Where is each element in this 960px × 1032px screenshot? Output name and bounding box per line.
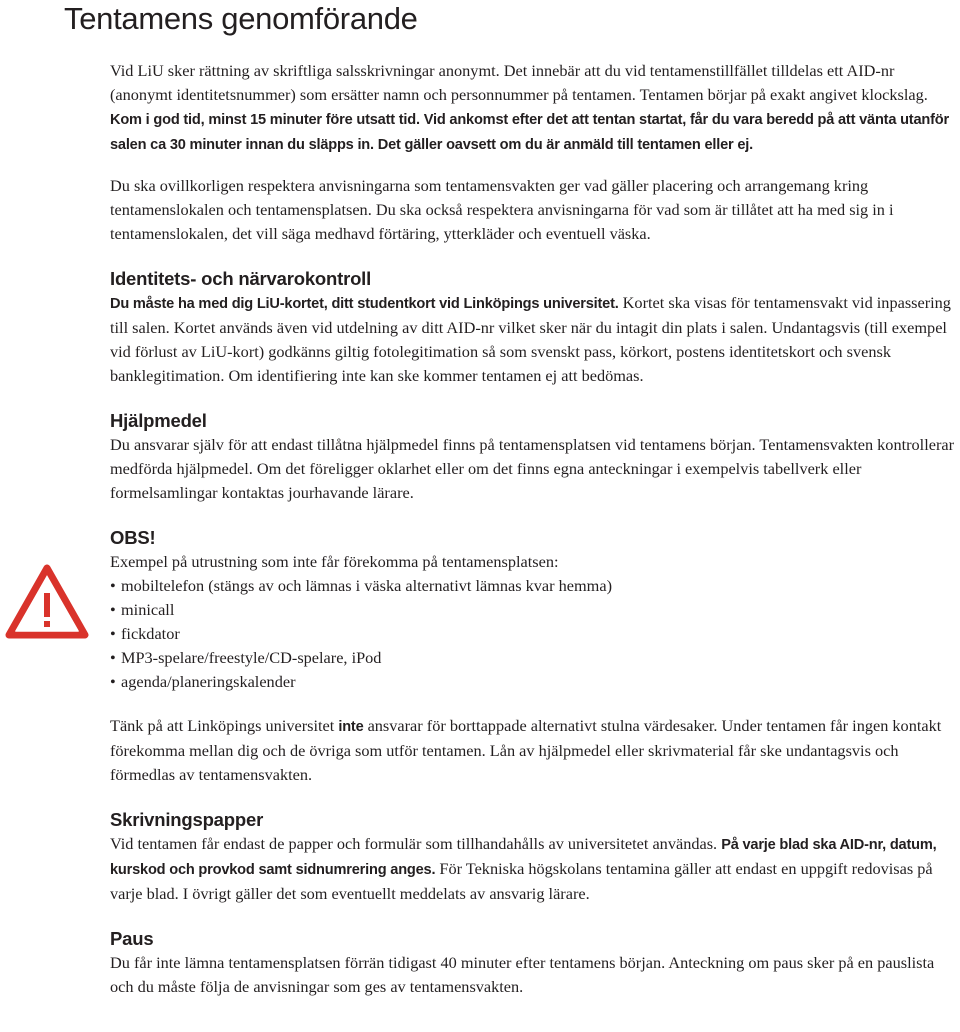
bullet-glyph: • <box>110 648 116 667</box>
aids-heading: Hjälpmedel <box>110 410 207 431</box>
list-item: • agenda/planeringskalender <box>110 670 960 694</box>
obs-note: Tänk på att Linköpings universitet inte ansvarar för borttappade alternativt stulna värdesaker. Under tentamen får ingen kontakt förekomma mellan dig och de övriga som utför tentamen. Lån av hjälpmedel eller skrivmaterial får ske undantagsvis och förmedlas av tentamensvakten. <box>110 716 942 784</box>
list-item: • mobiltelefon (stängs av och lämnas i väska alternativt lämnas kvar hemma) <box>110 574 960 598</box>
intro-paragraph-1 <box>110 59 960 157</box>
pause-section <box>110 927 960 999</box>
pause-heading: Paus <box>110 928 154 949</box>
intro-paragraph-2: Du ska ovillkorligen respektera anvisningarna som tentamensvakten ger vad gäller placering och arrangemang kring tentamenslokalen och tentamensplatsen. Du ska också respektera anvisningarna för vad som är tillåtet att ha med sig in i tentamenslokalen, det vill säga medhavd förtäring, ytterkläder och eventuell väska. <box>110 176 894 243</box>
warning-triangle-icon <box>5 564 89 640</box>
aids-section <box>110 409 960 505</box>
paper-bold-text: På varje blad ska AID-nr, datum, kurskod och provkod samt sidnumrering anges. <box>110 837 937 878</box>
obs-heading: OBS! <box>110 527 156 548</box>
identity-paragraph <box>110 291 960 388</box>
bullet-glyph: • <box>110 672 116 691</box>
intro-bold-text: Kom i god tid, minst 15 minuter före utsatt tid. Vid ankomst efter det att tentan startat, får du vara beredd på att vänta utanför salen ca 30 minuter innan du släpps in. Det gäller oavsett om du är anmäld till tentamen eller ej. <box>110 112 949 153</box>
pause-paragraph: Du får inte lämna tentamensplatsen förrän tidigast 40 minuter efter tentamens början. Anteckning om paus sker på en pauslista och du måste följa de anvisningar som ges av tentamensvakten. <box>110 953 935 996</box>
paper-heading: Skrivningspapper <box>110 809 264 830</box>
bullet-glyph: • <box>110 624 116 643</box>
paper-section <box>110 808 960 906</box>
intro-text: Vid LiU sker rättning av skriftliga salsskrivningar anonymt. Det innebär att du vid tentamenstillfället tilldelas ett AID-nr (anonymt identitetsnummer) som ersätter namn och personnummer på tentamen. Tentamen börjar på exakt angivet klockslag. <box>110 61 928 104</box>
paper-paragraph: Vid tentamen får endast de papper och formulär som tillhandahålls av universitetet användas. På varje blad ska AID-nr, datum, kurskod och provkod samt sidnumrering anges. För Tekniska högskolans tentamina gäller att endast en uppgift redovisas på varje blad. I övrigt gäller det som eventuellt meddelats av ansvarig lärare. <box>110 834 937 903</box>
page-title: Tentamens genomförande <box>64 1 418 36</box>
intro-section <box>110 59 960 246</box>
obs-note-emphasis: inte <box>338 719 364 735</box>
aids-paragraph: Du ansvarar själv för att endast tillåtna hjälpmedel finns på tentamensplatsen vid tentamens början. Tentamensvakten kontrollerar medförda hjälpmedel. Om det föreligger oklarhet eller om det finns egna anteckningar i exempelvis tabellverk eller formelsamlingar kontaktas jourhavande lärare. <box>110 435 955 502</box>
identity-section <box>110 267 960 388</box>
bullet-glyph: • <box>110 600 116 619</box>
identity-text: Kortet ska visas för tentamensvakt vid inpassering till salen. Kortet används även vid utdelning av ditt AID-nr vilket sker när du intagit din plats i salen. Undantagsvis (till exempel vid förlust av LiU-kort) godkänns giltig fotolegitimation så som svenskt pass, körkort, postens identitetskort och svensk banklegitimation. Om identifiering inte kan ske kommer tentamen ej att bedömas. <box>110 293 951 385</box>
equipment-list <box>110 574 960 694</box>
obs-section <box>110 526 960 787</box>
list-item: • fickdator <box>110 622 960 646</box>
identity-heading: Identitets- och närvarokontroll <box>110 268 372 289</box>
identity-bold-text: Du måste ha med dig LiU-kortet, ditt studentkort vid Linköpings universitet. <box>110 296 619 312</box>
obs-intro: Exempel på utrustning som inte får förekomma på tentamensplatsen: <box>110 552 559 571</box>
bullet-glyph: • <box>110 576 116 595</box>
list-item: • MP3-spelare/freestyle/CD-spelare, iPod <box>110 646 960 670</box>
list-item: • minicall <box>110 598 960 622</box>
document-body <box>110 59 960 999</box>
